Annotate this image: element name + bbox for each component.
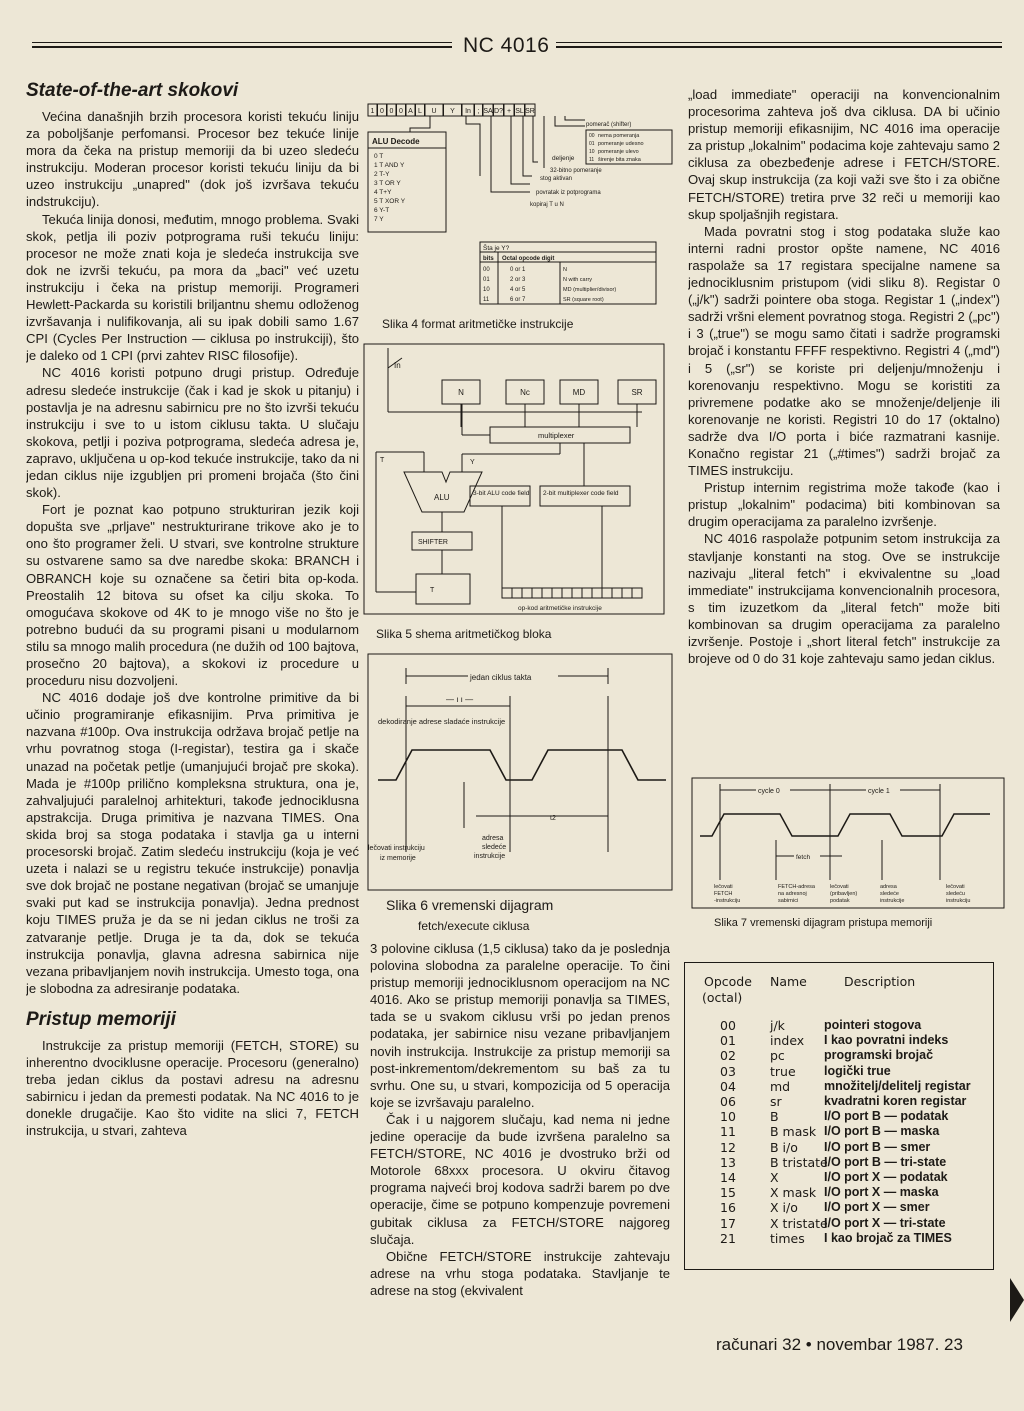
opcode-cell: 06 [720, 1094, 736, 1109]
description-cell: I/O port B — maska [824, 1124, 940, 1139]
svg-text:MD (multiplier/divisor): MD (multiplier/divisor) [563, 287, 617, 293]
svg-text:00: 00 [483, 267, 490, 273]
label-povratak: povratak iz potprograma [536, 190, 601, 196]
table-head-octal: (octal) [702, 990, 743, 1005]
name-cell: X i/o [770, 1200, 798, 1216]
column-3-text [688, 86, 1000, 766]
opcode-bit-cell [592, 588, 602, 598]
timing-label: sabirnici [778, 898, 799, 904]
name-cell: true [770, 1063, 796, 1079]
svg-text:2 or 3: 2 or 3 [510, 277, 526, 283]
opcode-bit-cell [552, 588, 562, 598]
label-stog: stog aktivan [540, 176, 573, 182]
opcode-cell: 21 [720, 1230, 736, 1246]
paragraph: 3 polovine ciklusa (1,5 ciklusa) tako da je poslednja polovina slobodna za paralelne operacije. To čini pristup memoriji jednociklusnom operacijom na NC 4016. Ako se pristup memoriji ponavlja sa TIMES, tada se u svakom ciklusu vrši po jedan prenos podataka, jer sabirnice nisu vezane pribavljanjem novih instrukcija. Instrukcije za pristup memoriji sa post-inkrementom/dekrementom su baš za tu svrhu. One su, u stvari, kompozicija od 5 operacija koje se izvršavaju paralelno. [370, 941, 670, 1110]
description-cell: I/O port B — tri-state [824, 1154, 947, 1169]
name-cell: B mask [770, 1124, 817, 1140]
name-cell: X tristate [770, 1215, 828, 1231]
section-title-pristup: Pristup memoriji [26, 1008, 176, 1030]
bit-label: In [465, 108, 471, 115]
svg-text:00: 00 [589, 133, 595, 139]
bit-label: 0 [399, 108, 403, 115]
svg-text:N: N [563, 267, 567, 273]
description-cell: logički true [824, 1063, 891, 1078]
svg-text:op-kod aritmetičke instrukcije: op-kod aritmetičke instrukcije [518, 605, 602, 612]
description-cell: programski brojač [824, 1048, 934, 1063]
table-row [684, 1018, 984, 1033]
svg-text:10: 10 [483, 287, 490, 293]
name-cell: X mask [770, 1185, 817, 1201]
svg-text:ALU: ALU [434, 493, 450, 502]
opcode-cell: 15 [720, 1185, 736, 1201]
svg-text:0 or 1: 0 or 1 [510, 267, 526, 273]
alu-line: 4 T+Y [374, 189, 392, 196]
opcode-bit-cell [602, 588, 612, 598]
svg-text:SR (square root): SR (square root) [563, 297, 604, 303]
svg-text:bits: bits [483, 256, 494, 262]
description-cell: I/O port B — smer [824, 1139, 931, 1154]
figure-7-memory-timing [690, 776, 1010, 936]
bit-label: Y [450, 108, 455, 115]
table-row [684, 1216, 984, 1231]
figure-5-alu-block [362, 342, 682, 648]
name-cell: md [770, 1078, 791, 1094]
header-rule-right-thin [556, 42, 1002, 43]
svg-text:— ı ı —: — ı ı — [446, 695, 474, 704]
paragraph: Fort je poznat kao potpuno strukturiran jezik koji dopušta sve „prljave" nestrukturirane trikove ako je to ono što programer želi. U stvari, sve kontrolne strukture su ostvarene samo sa dve naredbe skoka: BRANCH i OBRANCH koje su označene sa četiri bita op-koda. Preostalih 12 bitova su ofset ka cilju skoka. To omogućava skokove od 4K to je mnogo više no što je potrebno budući da su programi pisani u modularnom stilu sa mnogo malih procedura (ne dužih od 100 bajtova, prosečno 20 bajtova), a skokovi iz procedure u proceduru nisu dozvoljeni. [26, 502, 359, 689]
opcode-bit-cell [582, 588, 592, 598]
opcode-cell: 03 [720, 1063, 736, 1079]
paragraph: „load immediate" operaciji na konvencionalnim procesorima zahteva još dva ciklusa. DA bi učinio pristup memoriji efikasnijim, NC 4016 ima operacije za pristup „lokalnim" podacima koje zahtevaju samo 2 ciklusa za obezbeđenje adrese i FETCH/STORE. Ovaj skup instrukcija (za koji važi sve što i za obične FETCH/STORE) tretira prve 32 reči u memoriji kao skup spoljašnjih registara. [688, 87, 1000, 222]
name-cell: times [770, 1230, 805, 1246]
timing-label: instrukcije [880, 898, 905, 904]
figure-5-caption: Slika 5 shema aritmetičkog bloka [376, 627, 552, 641]
svg-text:3-bit ALU code field: 3-bit ALU code field [473, 490, 530, 497]
timing-label: (pribavljen) [830, 891, 858, 897]
paragraph: Tekuća linija donosi, međutim, mnogo problema. Svaki skok, petlja ili poziv potprograma ruši tekuću liniju: procesor ne može znati koja je sledeća instrukcija sve dok ne izvrši tekuću, pa mora da „baci" već uzetu instrukciju i čeka na pristup memoriji. Programeri Hewlett-Packarda su koristili briljantnu shemu odloženog izvršavanja i nulifikovanja, ali su ipak dobili samo 1.67 CPI (Cycles Per Instruction — ciklusa po instrukciji), što je daleko od 1 CPI (prvi zahtev RISC filosofije). [26, 211, 359, 364]
bit-label: 0 [380, 108, 384, 115]
svg-text:11: 11 [589, 157, 595, 163]
page-header-title: NC 4016 [463, 34, 550, 57]
svg-text:T: T [430, 587, 435, 594]
paragraph: Većina današnjih brzih procesora koristi tekuću liniju za poboljšanje perfomansi. Procesor bez tekuće linije mora da čeka na pristup memoriji da bi uzeo sledeću instrukciju. Moderan procesor koristi tekuću liniju da bi uzeo instrukciju „unapred" (dok još izvršava tekuću indstrukciju). [26, 109, 359, 210]
table-row [684, 1200, 984, 1215]
alu-line: 3 T OR Y [374, 180, 401, 187]
bit-label: A [408, 108, 413, 115]
paragraph: NC 4016 koristi potpuno drugi pristup. Određuje adresu sledeće instrukcije (čak i kad je skok u pitanju) i postavlja je na adresnu sabirnicu pre no što izvrši tekuću instrukciju i sve to u istom ciklusu takta. U slučaju skokova, petlji i poziva potprograma, sledeća adresa je, zapravo, uključena u op-kod tekuće instrukcije, tako da ni jedan ciklus nije izgubljen pri promeni brojača (što čini skok). [26, 365, 359, 501]
figure-4-caption: Slika 4 format aritmetičke instrukcije [382, 317, 574, 331]
register-label: Nc [520, 388, 530, 397]
svg-text:SHIFTER: SHIFTER [418, 539, 448, 546]
paragraph: Instrukcije za pristup memoriji (FETCH, STORE) su inherentno dvociklusne operacije. Procesoru (generalno) treba jedan ciklus da postavi adresu na adresnu sabirnicu i jedan da premesti podatak. Na NC 4016 to je donekle drugačije. Kao što vidite na slici 7, FETCH instrukcija, u stvari, zahteva [26, 1037, 359, 1139]
svg-text:lečovati instrukciju: lečovati instrukciju [368, 845, 425, 852]
svg-text:dekodiranje adrese sladaće ins: dekodiranje adrese sladaće instrukcije [378, 717, 506, 726]
timing-label: -instrukciju [714, 898, 741, 904]
opcode-cell: 12 [720, 1139, 736, 1155]
svg-text:10: 10 [589, 149, 595, 155]
label-deljenje: deljenje [552, 155, 575, 162]
header-rule-right [556, 46, 1002, 48]
description-cell: pointeri stogova [824, 1018, 922, 1032]
name-cell: pc [770, 1048, 785, 1064]
alu-line: 5 T XOR Y [374, 198, 406, 205]
alu-decode-title: ALU Decode [372, 137, 420, 146]
opcode-bit-cell [622, 588, 632, 598]
timing-label: lečovati [714, 884, 733, 890]
timing-label: podatak [830, 898, 850, 904]
opcode-bit-cell [632, 588, 642, 598]
name-cell: B tristate [770, 1154, 828, 1170]
opcode-bit-cell [562, 588, 572, 598]
label-shifter: pomerač (shifter) [586, 122, 632, 128]
svg-text:instrukcije: instrukcije [474, 853, 506, 860]
description-cell: I/O port X — tri-state [824, 1215, 946, 1230]
section-title-skokovi: State-of-the-art skokovi [26, 80, 239, 101]
next-page-arrow-icon [1010, 1278, 1024, 1322]
figure-6-timing-diagram [366, 652, 682, 942]
svg-text:nema pomeranja: nema pomeranja [598, 133, 640, 139]
name-cell: index [770, 1033, 805, 1049]
bit-label: SR [525, 108, 535, 115]
name-cell: j/k [770, 1018, 785, 1033]
svg-text:Octal opcode digit: Octal opcode digit [502, 256, 555, 262]
table-row [684, 1185, 984, 1200]
description-cell: I kao brojač za TIMES [824, 1230, 952, 1245]
svg-text:cycle 0: cycle 0 [758, 788, 780, 795]
bit-label: + [506, 108, 512, 115]
table-row [684, 1124, 984, 1139]
page-footer: računari 32 • novembar 1987. 23 [716, 1335, 963, 1354]
table-row [684, 1064, 984, 1079]
name-cell: B i/o [770, 1139, 798, 1155]
paragraph: NC 4016 dodaje još dve kontrolne primitive da bi učinio programiranje efikasnijim. Prva primitiva je nazvana #100p. Ova instrukcija održava brojač petlje na vrhu povratnog stoga (I-registar), testira ga i skače unazad na početak petlje (umanjujući brojač pre skoka). Mada je #100p prilično kompleksna struktura, ona je, zahvaljujući paralelnoj arhitekturi, takođe jednociklusna apstrakcija. Druga primitiva je nazvana TIMES. Ona skida broj sa stoga podataka i stavlja ga u interni procesorski brojač. Zatim sledeću instrukciju (koja je već uzeta i nalazi se u registru tekuće instrukcije) ponavlja sve dok brojač ne postane negativan (brojač se umanjuje svaki put kad se instrukcija ponavlja). Jedna prednost koju TIMES pruža je da se ni jedan ciklus ne troši za zatvaranje petlje. Druga je ta da, dok se tekuća instrukcija ponavlja, glavna adresna sabirnica nije vezana pribavljanjem novih instrukcija. Umesto toga, ona je slobodna za adresiranje podataka. [26, 690, 359, 996]
figure-4-instruction-format [360, 96, 680, 336]
opcode-cell: 14 [720, 1170, 736, 1185]
svg-text:multiplexer: multiplexer [538, 431, 575, 440]
svg-text:sledeće: sledeće [482, 844, 507, 851]
description-cell: kvadratni koren registar [824, 1094, 967, 1108]
bit-label: L [418, 108, 422, 115]
svg-text:T: T [380, 457, 385, 464]
alu-line: 7 Y [374, 216, 384, 223]
alu-line: 1 T AND Y [374, 162, 405, 169]
header-rule-left-thin [32, 42, 452, 43]
description-cell: množitelj/delitelj registar [824, 1078, 971, 1093]
timing-label: sledeću [946, 891, 965, 897]
register-label: N [458, 388, 464, 397]
bit-label: ; [477, 108, 480, 115]
svg-text:pomeranje ulevo: pomeranje ulevo [598, 149, 639, 155]
table-row [684, 1094, 984, 1109]
bit-label: SA [483, 108, 493, 115]
table-row [684, 1109, 984, 1124]
name-cell: B [770, 1109, 779, 1125]
svg-text:6 or 7: 6 or 7 [510, 297, 526, 303]
paragraph: Mada povratni stog i stog podataka služe kao interni radni prostor opšte namene, NC 4016 raspolaže sa 17 registara specijalne namene sa jednociklusnim pristupom (vidi sliku 8). Registar 0 („j/k") sadrži pointere oba stoga. Registar 1 („index") sadrži vršni element povratnog stoga. Registri 2 („pc") i 3 („true") se mogu samo čitati i sadrže programski brojač i konstantu FFFF respektivno. Registri 4 („md") i 5 („sr") se koriste pri deljenju/množenju i korenovanju respektivno. Mogu se koristiti za privremene podatke ako se množenje/deljenje ili korenovanje ne koristi. Registri 10 do 17 (oktalno) sadrže dva I/O porta i biće razmatrani kasnije. Konačno registar 21 („#times") sadrži brojač za TIMES instrukciju. [688, 223, 1000, 479]
table-row [684, 1140, 984, 1155]
opcode-cell: 13 [720, 1154, 736, 1170]
svg-text:širenje bita znaka: širenje bita znaka [598, 157, 641, 163]
svg-text:Y: Y [470, 459, 475, 466]
table-head-opcode: Opcode [704, 974, 752, 989]
opcode-bit-cell [512, 588, 522, 598]
opcode-cell: 00 [720, 1018, 736, 1033]
opcode-bit-cell [542, 588, 552, 598]
svg-text:pomeranje udesno: pomeranje udesno [598, 141, 644, 147]
bit-label: D? [494, 108, 503, 115]
svg-text:iz memorije: iz memorije [380, 855, 416, 862]
table-row [684, 1079, 984, 1094]
alu-line: 2 T-Y [374, 171, 390, 178]
register-label: SR [631, 388, 643, 397]
table-row [684, 1033, 984, 1048]
register-table-content [684, 962, 992, 1268]
description-cell: I/O port X — podatak [824, 1170, 948, 1184]
timing-label: sledeće [880, 891, 899, 897]
label-kopiraj: kopiraj T u N [530, 202, 564, 208]
description-cell: I/O port X — maska [824, 1185, 939, 1200]
opcode-cell: 04 [720, 1078, 736, 1094]
opcode-cell: 01 [720, 1033, 736, 1049]
svg-text:N with carry: N with carry [563, 277, 593, 283]
svg-text:2-bit multiplexer code field: 2-bit multiplexer code field [543, 490, 619, 497]
alu-line: 6 Y-T [374, 207, 390, 214]
header-rule-left [32, 46, 452, 48]
svg-text:Šta je Y?: Šta je Y? [483, 245, 510, 252]
figure-6-caption-2: fetch/execute ciklusa [418, 919, 530, 933]
timing-label: FETCH [714, 891, 733, 897]
name-cell: sr [770, 1094, 782, 1109]
table-row [684, 1231, 984, 1246]
bit-label: 1 [370, 108, 375, 115]
column-2-text [370, 940, 670, 1320]
svg-text:01: 01 [483, 277, 490, 283]
svg-text:In: In [394, 361, 401, 370]
paragraph: Čak i u najgorem slučaju, kad nema ni jedne jedine operacije da bude izvršena paralelno sa FETCH/STORE, NC 4016 je dvostruko brži od Motorole 68xxx procesora. U okviru čitavog programa najveći broj kodova sadrži barem po dve operacije, čime se potpuno kompenzuje povremeni gubitak ciklusa za FETCH/STORE najgoreg slučaja. [370, 1111, 670, 1247]
alu-line: 0 T [374, 153, 384, 160]
figure-6-caption-1: Slika 6 vremenski dijagram [386, 897, 554, 913]
table-head-desc: Description [844, 974, 916, 989]
table-head-name: Name [770, 974, 807, 989]
opcode-cell: 11 [720, 1124, 736, 1140]
opcode-bit-cell [612, 588, 622, 598]
label-32bit: 32-bitno pomeranje [550, 168, 602, 174]
opcode-bit-cell [502, 588, 512, 598]
svg-text:fetch: fetch [796, 854, 811, 861]
paragraph: Obične FETCH/STORE instrukcije zahtevaju adrese na vrhu stoga podataka. Stavljanje te adrese na stog (ekvivalent [370, 1248, 670, 1298]
svg-text:jedan ciklus takta: jedan ciklus takta [470, 673, 532, 682]
opcode-bit-cell [532, 588, 542, 598]
bit-label: SL [515, 108, 524, 115]
paragraph: NC 4016 raspolaže potpunim setom instrukcija za stavljanje konstanti na stog. Ove se instrukcije nazivaju „literal fetch" i ekvivalentne su „load immediate" instrukcijama konvencionalnih procesora, s tim izuzetkom da „literal fetch" može biti kombinovan sa drugim operacijama za paralelno izvršenje. Postoje i „short literal fetch" instrukcije za brojeve od 0 do 31 koje zahtevaju samo jedan ciklus. [688, 531, 1000, 667]
description-cell: I/O port X — smer [824, 1200, 930, 1215]
column-1 [26, 80, 359, 1315]
table-row [684, 1155, 984, 1170]
opcode-bit-cell [522, 588, 532, 598]
register-label: MD [572, 388, 586, 397]
timing-label: lečovati [946, 884, 965, 890]
table-row [684, 1170, 984, 1185]
svg-text:cycle 1: cycle 1 [868, 788, 890, 795]
opcode-bit-cell [572, 588, 582, 598]
timing-label: lečovati [830, 884, 849, 890]
description-cell: I/O port B — podatak [824, 1109, 949, 1124]
table-row [684, 1048, 984, 1063]
name-cell: X [770, 1170, 779, 1185]
bit-label: U [431, 108, 437, 115]
svg-text:4 or 5: 4 or 5 [510, 287, 526, 293]
description-cell: I kao povratni indeks [824, 1033, 949, 1048]
timing-label: na adresnoj [778, 891, 807, 897]
timing-label: adresa [880, 884, 897, 890]
svg-text:11: 11 [483, 297, 490, 303]
timing-label: FETCH-adresa [778, 884, 815, 890]
svg-text:t2: t2 [550, 815, 556, 822]
bit-label: 0 [389, 108, 394, 115]
opcode-cell: 16 [720, 1200, 736, 1216]
opcode-cell: 10 [720, 1109, 736, 1125]
opcode-cell: 02 [720, 1048, 736, 1064]
paragraph: Pristup internim registrima može takođe (kao i pristup „lokalnim" podacima) biti kombinovan sa drugim operacijama za paralelno izvršenje. [688, 480, 1000, 530]
opcode-cell: 17 [720, 1215, 736, 1231]
timing-label: instrukciju [946, 898, 971, 904]
svg-text:adresa: adresa [482, 835, 504, 842]
figure-7-caption: Slika 7 vremenski dijagram pristupa memoriji [714, 917, 933, 929]
svg-text:01: 01 [589, 141, 595, 147]
